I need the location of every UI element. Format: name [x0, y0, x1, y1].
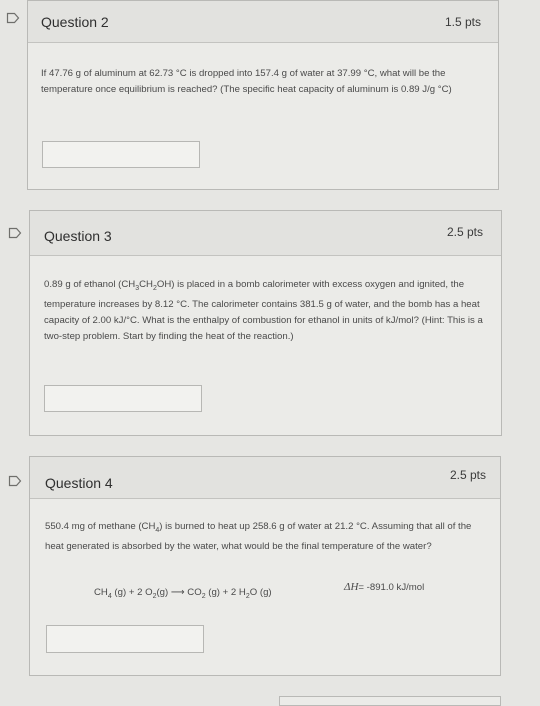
question-3-text-subscript: 3: [135, 284, 140, 292]
question-3-answer-input[interactable]: [44, 385, 202, 412]
combustion-equation: [94, 587, 272, 600]
equation-subscript: 2: [201, 592, 206, 600]
question-4-text-part: 550.4 mg of methane (CH: [45, 521, 156, 532]
question-3-text-part: 0.89 g of ethanol (CH: [44, 279, 136, 290]
question-3-text-subscript: 2: [152, 284, 157, 292]
question-3-text: [44, 277, 486, 345]
question-4-points: 2.5 pts: [449, 468, 486, 482]
equation-part: O (g): [249, 587, 272, 598]
flag-question-icon[interactable]: [8, 227, 22, 239]
equation-part: (g) + 2 H: [205, 587, 246, 598]
question-2-text: If 47.76 g of aluminum at 62.73 °C is dropped into 157.4 g of water at 37.99 °C, what will be the temperature once equilibrium is reached? (The specific heat capacity of aluminum is 0.89 J/g °C): [41, 68, 452, 95]
delta-h-symbol: ΔH: [344, 581, 359, 593]
question-3-text-part: CH: [139, 279, 153, 290]
equation-subscript: 2: [152, 592, 157, 600]
flag-question-icon[interactable]: [8, 475, 22, 487]
reaction-arrow: ⟶: [168, 587, 188, 598]
question-3-points: 2.5 pts: [446, 225, 483, 239]
equation-part: (g): [156, 587, 169, 598]
question-4-card: [29, 456, 501, 676]
question-2-card: [27, 0, 499, 190]
question-4-text-part: ) is burned to heat up 258.6 g of water at 21.2 °C. Assuming that all of the heat generated is absorbed by the water, what would be the final temperature of the water?: [45, 521, 472, 552]
question-3-card: [29, 210, 502, 436]
question-4-text: [45, 519, 491, 555]
flag-question-icon[interactable]: [6, 12, 20, 24]
equation-subscript: 2: [245, 592, 250, 600]
question-4-title: Question 4: [45, 475, 113, 491]
question-5-card-edge: [279, 696, 501, 706]
equation-part: (g) + 2 O: [111, 587, 153, 598]
equation-part: CO: [187, 587, 202, 598]
question-2-title: Question 2: [41, 14, 109, 30]
question-4-answer-input[interactable]: [46, 625, 204, 653]
question-2-points: 1.5 pts: [444, 15, 481, 29]
delta-h-value: = -891.0 kJ/mol: [358, 582, 425, 593]
question-3-text-part: OH) is placed in a bomb calorimeter with excess oxygen and ignited, the temperature increases by 8.12 °C. The calorimeter contains 381.5 g of water, and the bomb has a heat capacity of 2.00 kJ/°C. What is the enthalpy of combustion for ethanol in units of kJ/mol? (Hint: This is a two-step problem. Start by finding the heat of the reaction.): [44, 279, 483, 342]
enthalpy-value: [344, 581, 424, 593]
question-3-title: Question 3: [44, 228, 112, 244]
question-2-answer-input[interactable]: [42, 141, 200, 168]
equation-subscript: 4: [107, 592, 112, 600]
question-4-text-subscript: 4: [155, 526, 160, 534]
equation-part: CH: [94, 587, 108, 598]
